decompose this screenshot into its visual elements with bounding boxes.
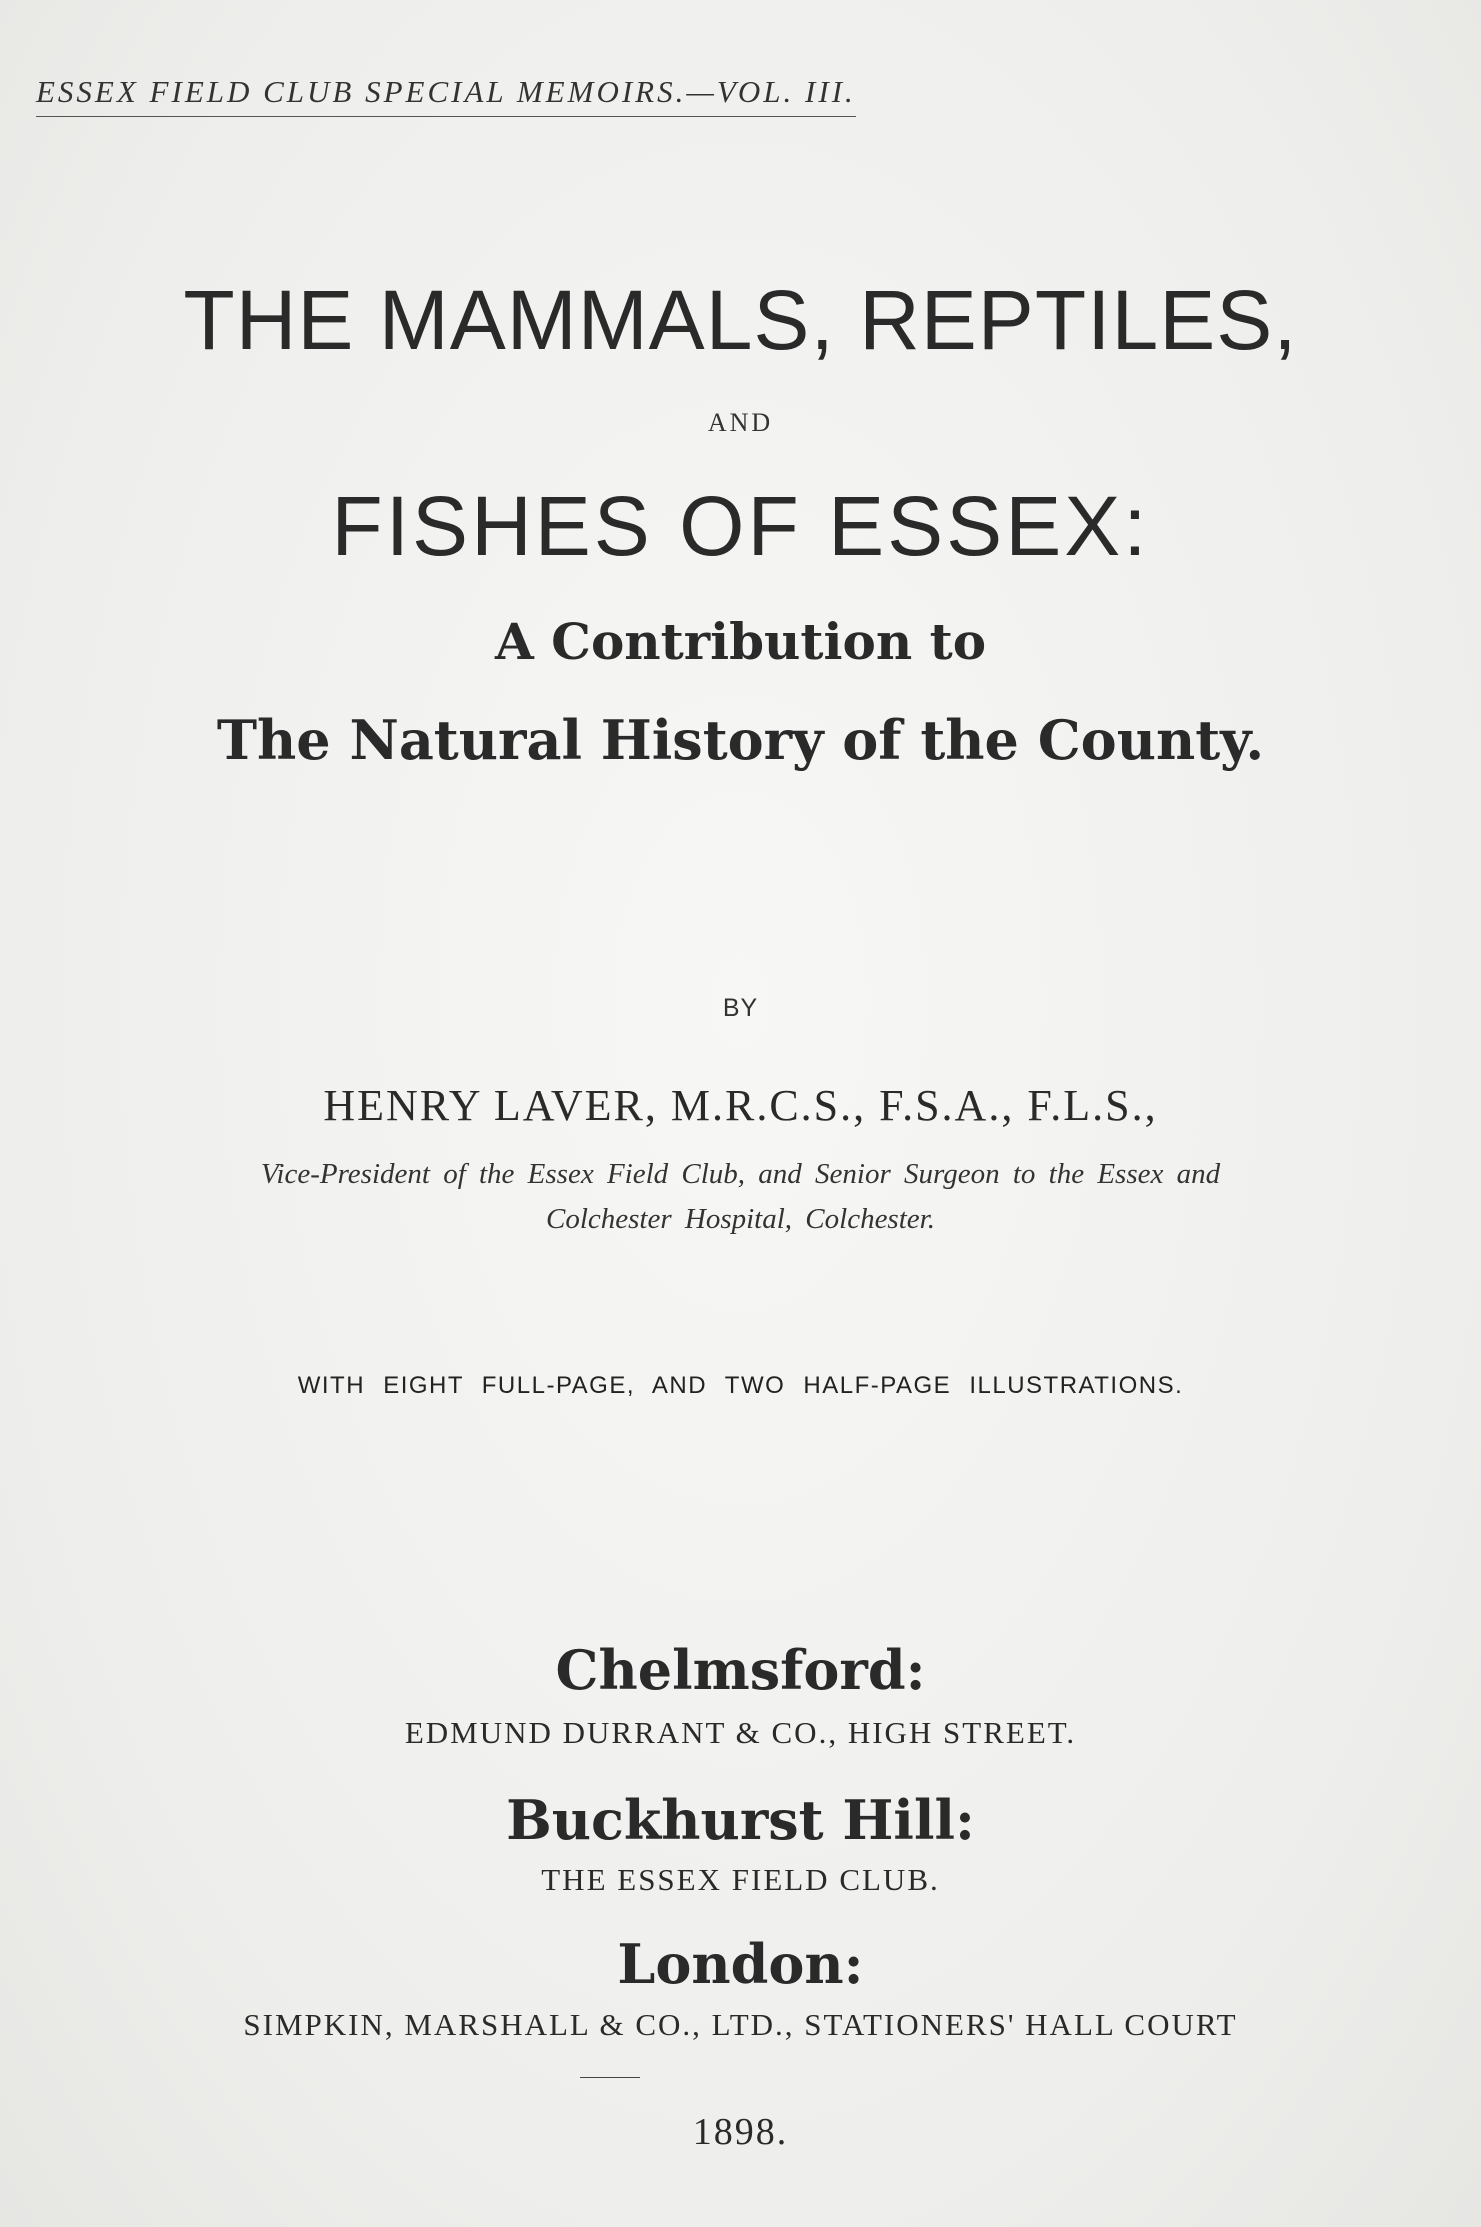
year-divider xyxy=(580,2077,640,2078)
imprint-place-london: London: xyxy=(617,1932,864,1996)
publication-year: 1898. xyxy=(692,2111,789,2153)
imprint-publisher-simpkin: SIMPKIN, MARSHALL & CO., LTD., STATIONERS' HALL COURT xyxy=(243,2007,1238,2042)
author-affiliation-line-1: Vice-President of the Essex Field Club, and Senior Surgeon to the Essex and xyxy=(260,1158,1221,1190)
imprint-publisher-field-club: THE ESSEX FIELD CLUB. xyxy=(541,1862,940,1897)
imprint-place-buckhurst-hill: Buckhurst Hill: xyxy=(506,1788,975,1852)
subtitle-line-2: The Natural History of the County. xyxy=(216,708,1265,772)
series-header: ESSEX FIELD CLUB SPECIAL MEMOIRS.—VOL. III. xyxy=(36,74,856,117)
book-title-line-2: FISHES OF ESSEX: xyxy=(331,479,1150,573)
illustrations-note: WITH EIGHT FULL-PAGE, AND TWO HALF-PAGE ILLUSTRATIONS. xyxy=(297,1372,1184,1399)
book-title-line-1: THE MAMMALS, REPTILES, xyxy=(183,273,1298,367)
imprint-place-chelmsford: Chelmsford: xyxy=(555,1638,926,1702)
imprint-publisher-durrant: EDMUND DURRANT & CO., HIGH STREET. xyxy=(404,1715,1077,1750)
author-name: HENRY LAVER, M.R.C.S., F.S.A., F.L.S., xyxy=(323,1081,1158,1130)
book-title-conjunction: AND xyxy=(707,408,774,437)
by-label: BY xyxy=(722,994,759,1022)
subtitle-line-1: A Contribution to xyxy=(494,612,987,671)
author-affiliation-line-2: Colchester Hospital, Colchester. xyxy=(546,1203,935,1235)
